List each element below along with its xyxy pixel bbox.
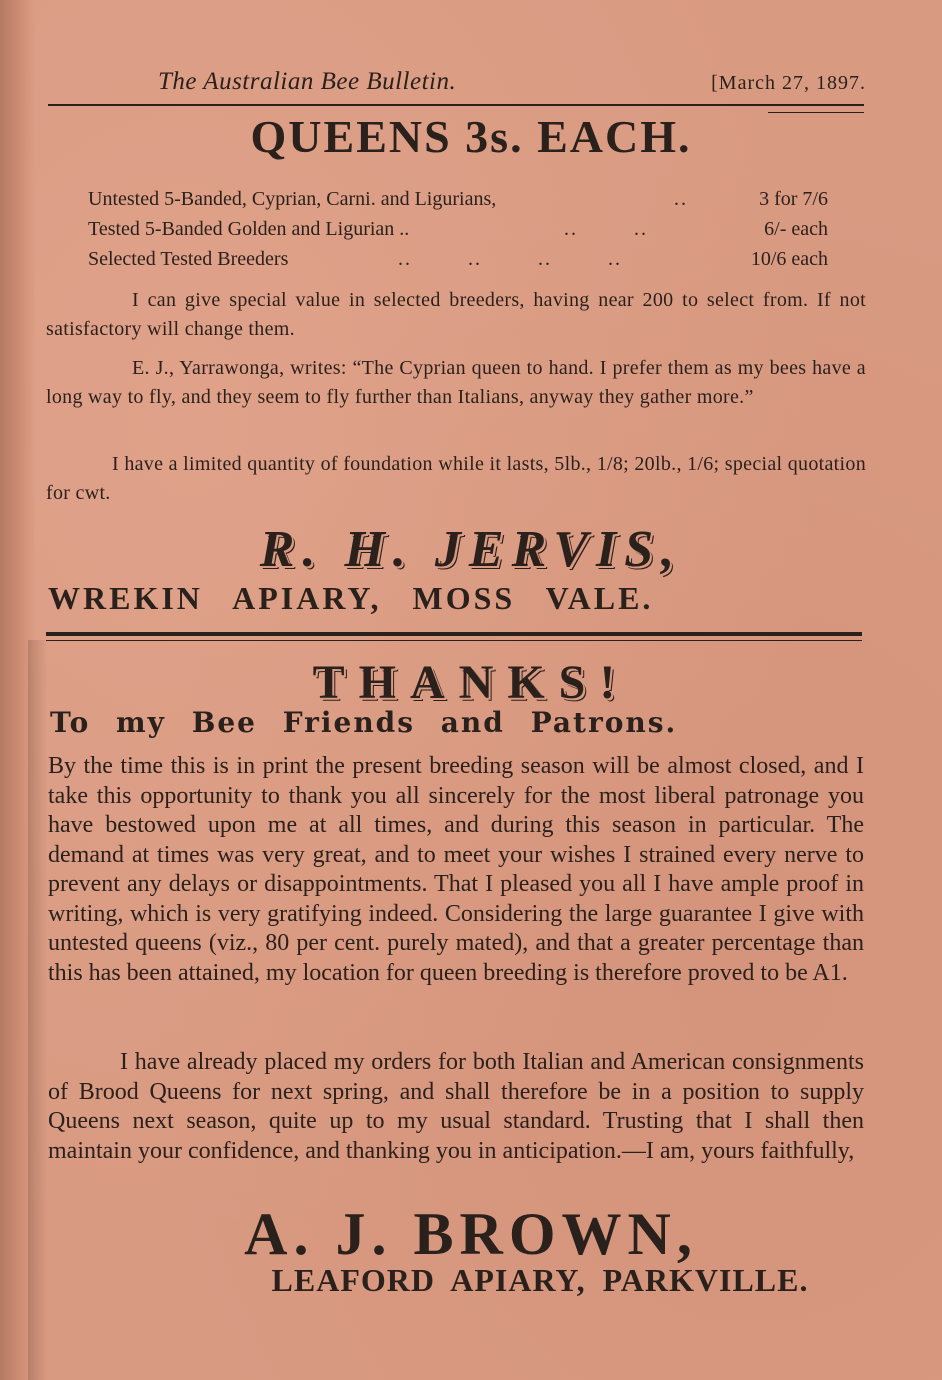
queens-headline: QUEENS 3s. EACH. bbox=[250, 111, 692, 162]
price-row bbox=[88, 188, 828, 218]
jervis-paragraph: I have a limited quantity of foundation while it lasts, 5lb., 1/8; 20lb., 1/6; special quotation for cwt. bbox=[46, 453, 866, 504]
brown-paragraph: By the time this is in print the present breeding season will be almost closed, and I take this opportunity to thank you all sincerely for the most liberal patronage you have bestowed upon me at all times, and during this season in particular. The demand at times was very great, and to meet your wishes I strained every nerve to prevent any delays or disappointments. That I pleased you all I have ample proof in writing, which is very gratifying indeed. Considering the large guarantee I give with untested queens (viz., 80 per cent. purely mated), and that a greater percentage than this has been attained, my location for queen breeding is therefore proved to be A1. bbox=[48, 753, 864, 986]
price-leader: .. .. bbox=[564, 218, 648, 240]
jervis-testimonial: E. J., Yarrawonga, writes: “The Cyprian queen to hand. I prefer them as my bees have a long way to fly, and they seem to fly further than Italians, anyway they gather more.” bbox=[46, 357, 866, 408]
publication-title: The Australian Bee Bulletin. bbox=[158, 68, 457, 95]
price-row bbox=[88, 218, 828, 248]
price-item: Tested 5-Banded Golden and Ligurian .. bbox=[88, 218, 410, 240]
price-leader: .. .. .. .. bbox=[398, 248, 622, 270]
thanks-subheadline: To my Bee Friends and Patrons. bbox=[50, 706, 678, 739]
page-header bbox=[48, 64, 866, 104]
brown-paragraph: I have already placed my orders for both Italian and American consignments of Brood Queens for next spring, and shall therefore be in a position to supply Queens next season, quite up to my usual standard. Trusting that I shall then maintain your confidence, and thanking you in anticipation.—I am, yours faithfully, bbox=[48, 1049, 864, 1164]
section-divider-thin bbox=[46, 640, 862, 641]
price-value: 6/- each bbox=[764, 218, 828, 240]
price-item: Untested 5-Banded, Cyprian, Carni. and Ligurians, bbox=[88, 188, 497, 210]
price-value: 10/6 each bbox=[750, 248, 828, 270]
advertiser-location: WREKIN APIARY, MOSS VALE. bbox=[48, 580, 654, 616]
thanks-headline: THANKS! bbox=[312, 656, 630, 709]
issue-date: [March 27, 1897. bbox=[711, 72, 866, 94]
advertiser-name: A. J. BROWN, bbox=[244, 1201, 698, 1267]
price-item: Selected Tested Breeders bbox=[88, 248, 289, 270]
header-rule bbox=[48, 104, 864, 106]
price-row bbox=[88, 248, 828, 278]
advertiser-location: LEAFORD APIARY, PARKVILLE. bbox=[271, 1262, 809, 1298]
price-value: 3 for 7/6 bbox=[759, 188, 828, 210]
advertiser-name: R. H. JERVIS, bbox=[259, 521, 683, 578]
section-divider bbox=[46, 632, 862, 636]
price-leader: .. bbox=[674, 188, 688, 210]
jervis-paragraph: I can give special value in selected breeders, having near 200 to select from. If not satisfactory will change them. bbox=[46, 289, 866, 340]
